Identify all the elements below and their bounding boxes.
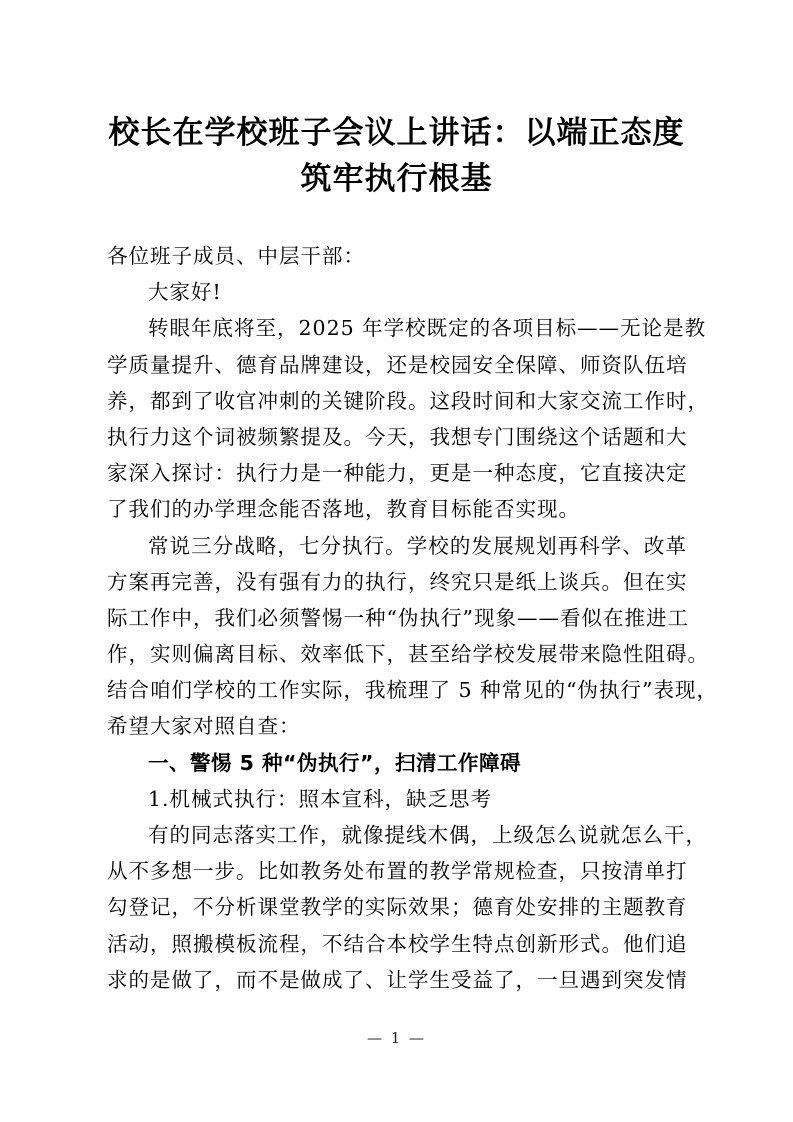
paragraph-line: 家深入探讨：执行力是一种能力，更是一种态度，它直接决定 bbox=[107, 461, 688, 486]
subheading: 1.机械式执行：照本宣科，缺乏思考 bbox=[148, 786, 493, 811]
paragraph-line: 求的是做了，而不是做成了、让学生受益了，一旦遇到突发情 bbox=[107, 967, 688, 992]
document-title bbox=[60, 110, 733, 202]
title-line-1: 校长在学校班子会议上讲话：以端正态度 bbox=[108, 115, 685, 151]
title-line-2: 筑牢执行根基 bbox=[300, 161, 493, 197]
paragraph-line: 作，实则偏离目标、效率低下，甚至给学校发展带来隐性阻碍。 bbox=[107, 642, 709, 667]
paragraph-line: 结合咱们学校的工作实际，我梳理了 5 种常见的“伪执行”表现， bbox=[107, 678, 719, 703]
paragraph-line: 希望大家对照自查： bbox=[107, 714, 301, 739]
paragraph-line: 际工作中，我们必须警惕一种“伪执行”现象——看似在推进工 bbox=[107, 605, 689, 630]
greeting: 大家好! bbox=[148, 280, 222, 305]
section-heading: 一、警惕 5 种“伪执行”，扫清工作障碍 bbox=[148, 750, 521, 775]
paragraph-1 bbox=[107, 310, 709, 527]
page-number: — 1 — bbox=[366, 1029, 427, 1047]
salutation: 各位班子成员、中层干部： bbox=[107, 244, 365, 268]
paragraph-line: 方案再完善，没有强有力的执行，终究只是纸上谈兵。但在实 bbox=[107, 569, 688, 594]
paragraph-line: 常说三分战略，七分执行。学校的发展规划再科学、改革 bbox=[148, 533, 687, 558]
paragraph-line: 学质量提升、德育品牌建设，还是校园安全保障、师资队伍培 bbox=[107, 352, 688, 377]
paragraph-line: 转眼年底将至，2025 年学校既定的各项目标——无论是教 bbox=[148, 316, 707, 341]
paragraph-line: 有的同志落实工作，就像提线木偶，上级怎么说就怎么干， bbox=[148, 823, 707, 847]
paragraph-line: 活动，照搬模板流程，不结合本校学生特点创新形式。他们追 bbox=[107, 931, 688, 956]
paragraph-2 bbox=[107, 528, 719, 745]
paragraph-line: 勾登记，不分析课堂教学的实际效果；德育处安排的主题教育 bbox=[107, 895, 688, 920]
paragraph-line: 养，都到了收官冲刺的关键阶段。这段时间和大家交流工作时， bbox=[107, 388, 709, 413]
paragraph-line: 执行力这个词被频繁提及。今天，我想专门围绕这个话题和大 bbox=[107, 424, 688, 449]
paragraph-3 bbox=[107, 817, 707, 998]
paragraph-line: 从不多想一步。比如教务处布置的教学常规检查，只按清单打 bbox=[107, 859, 688, 884]
paragraph-line: 了我们的办学理念能否落地，教育目标能否实现。 bbox=[107, 497, 580, 522]
document-body bbox=[107, 238, 719, 998]
